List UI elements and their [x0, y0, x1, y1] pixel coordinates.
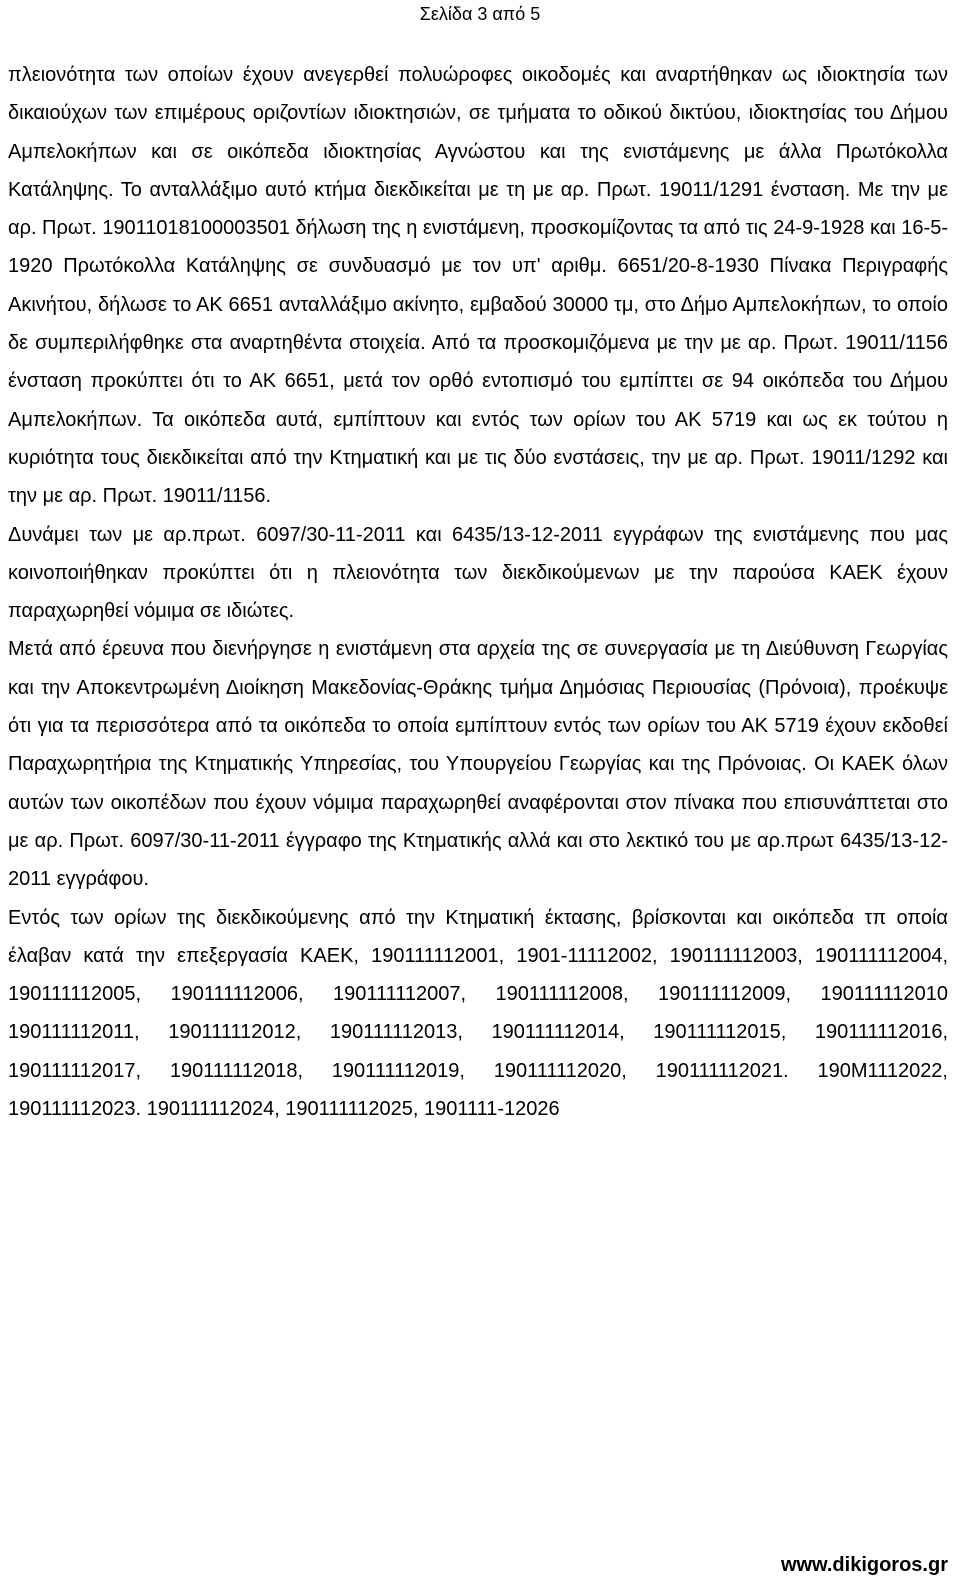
paragraph-kaek-list: Εντός των ορίων της διεκδικούμενης από την Κτηματική έκτασης, βρίσκονται και οικόπεδα τπ οποία έλαβαν κατά την επεξεργασία ΚΑΕΚ, 190111112001, 1901-11112002, 190111112003, 190111112004, 190111112005, 190111112006, 190111112007, 190111112008, 190111112009, 190111112010 190111112011, 190111112012, 190111112013, 190111112014, 190111112015, 190111112016, 190111112017, 190111112018, 190111112019, 190111112020, 190111112021. 190Μ1112022, 190111112023. 190111112024, 190111112025, 1901111-12026: [8, 906, 948, 1121]
paragraph-research: Μετά από έρευνα που διενήργησε η ενιστάμενη στα αρχεία της σε συνεργασία με τη Διεύθυνση Γεωργίας και την Αποκεντρωμένη Διοίκηση Μακεδονίας-Θράκης τμήμα Δημόσιας Περιουσίας (Πρόνοια), προέκυψε ότι για τα περισσότερα από τα οικόπεδα το οποία εμπίπτουν εντός των ορίων του ΑΚ 5719 έχουν εκδοθεί Παραχωρητήρια της Κτηματικής Υπηρεσίας, του Υπουργείου Γεωργίας και της Πρόνοιας. Οι ΚΑΕΚ όλων αυτών των οικοπέδων που έχουν νόμιμα παραχωρηθεί αναφέρονται στον πίνακα που επισυνάπτεται στο με αρ. Πρωτ. 6097/30-11-2011 έγγραφο της Κτηματικής αλλά και στο λεκτικό του με αρ.πρωτ 6435/13-12-2011 εγγράφου.: [8, 638, 948, 891]
paragraph-ak-6651: πλειονότητα των οποίων έχουν ανεγερθεί πολυώροφες οικοδομές και αναρτήθηκαν ως ιδιοκτησία των δικαιούχων των επιμέρους οριζοντίων ιδιοκτησιών, σε τμήματα το οδικού δικτύου, ιδιοκτησίας του Δήμου Αμπελοκήπων και σε οικόπεδα ιδιοκτησίας Αγνώστου και της ενιστάμενης με άλλα Πρωτόκολλα Κατάληψης. Το ανταλλάξιμο αυτό κτήμα διεκδικείται με τη με αρ. Πρωτ. 19011/1291 ένσταση. Με την με αρ. Πρωτ. 19011018100003501 δήλωση της η ενιστάμενη, προσκομίζοντας τα από τις 24-9-1928 και 16-5-1920 Πρωτόκολλα Κατάληψης σε συνδυασμό με τον υπ' αριθμ. 6651/20-8-1930 Πίνακα Περιγραφής Ακινήτου, δήλωσε το ΑΚ 6651 ανταλλάξιμο ακίνητο, εμβαδού 30000 τμ, στο Δήμο Αμπελοκήπων, το οποίο δε συμπεριλήφθηκε στα αναρτηθέντα στοιχεία. Από τα προσκομιζόμενα με την με αρ. Πρωτ. 19011/1156 ένσταση προκύπτει ότι το ΑΚ 6651, μετά τον ορθό εντοπισμό του εμπίπτει σε 94 οικόπεδα του Δήμου Αμπελοκήπων. Τα οικόπεδα αυτά, εμπίπτουν και εντός των ορίων του ΑΚ 5719 και ως εκ τούτου η κυριότητα τους διεκδικείται από την Κτηματική και με τις δύο ενστάσεις, την με αρ. Πρωτ. 19011/1292 και την με αρ. Πρωτ. 19011/1156.: [8, 64, 948, 508]
document-body: [8, 56, 948, 1128]
paragraph-documents: Δυνάμει των με αρ.πρωτ. 6097/30-11-2011 και 6435/13-12-2011 εγγράφων της ενιστάμενης που μας κοινοποιήθηκαν προκύπτει ότι η πλειονότητα των διεκδικούμενων με την παρούσα ΚΑΕΚ έχουν παραχωρηθεί νόμιμα σε ιδιώτες.: [8, 523, 948, 623]
website-footer: www.dikigoros.gr: [780, 1554, 948, 1576]
page-indicator: Σελίδα 3 από 5: [419, 4, 541, 24]
